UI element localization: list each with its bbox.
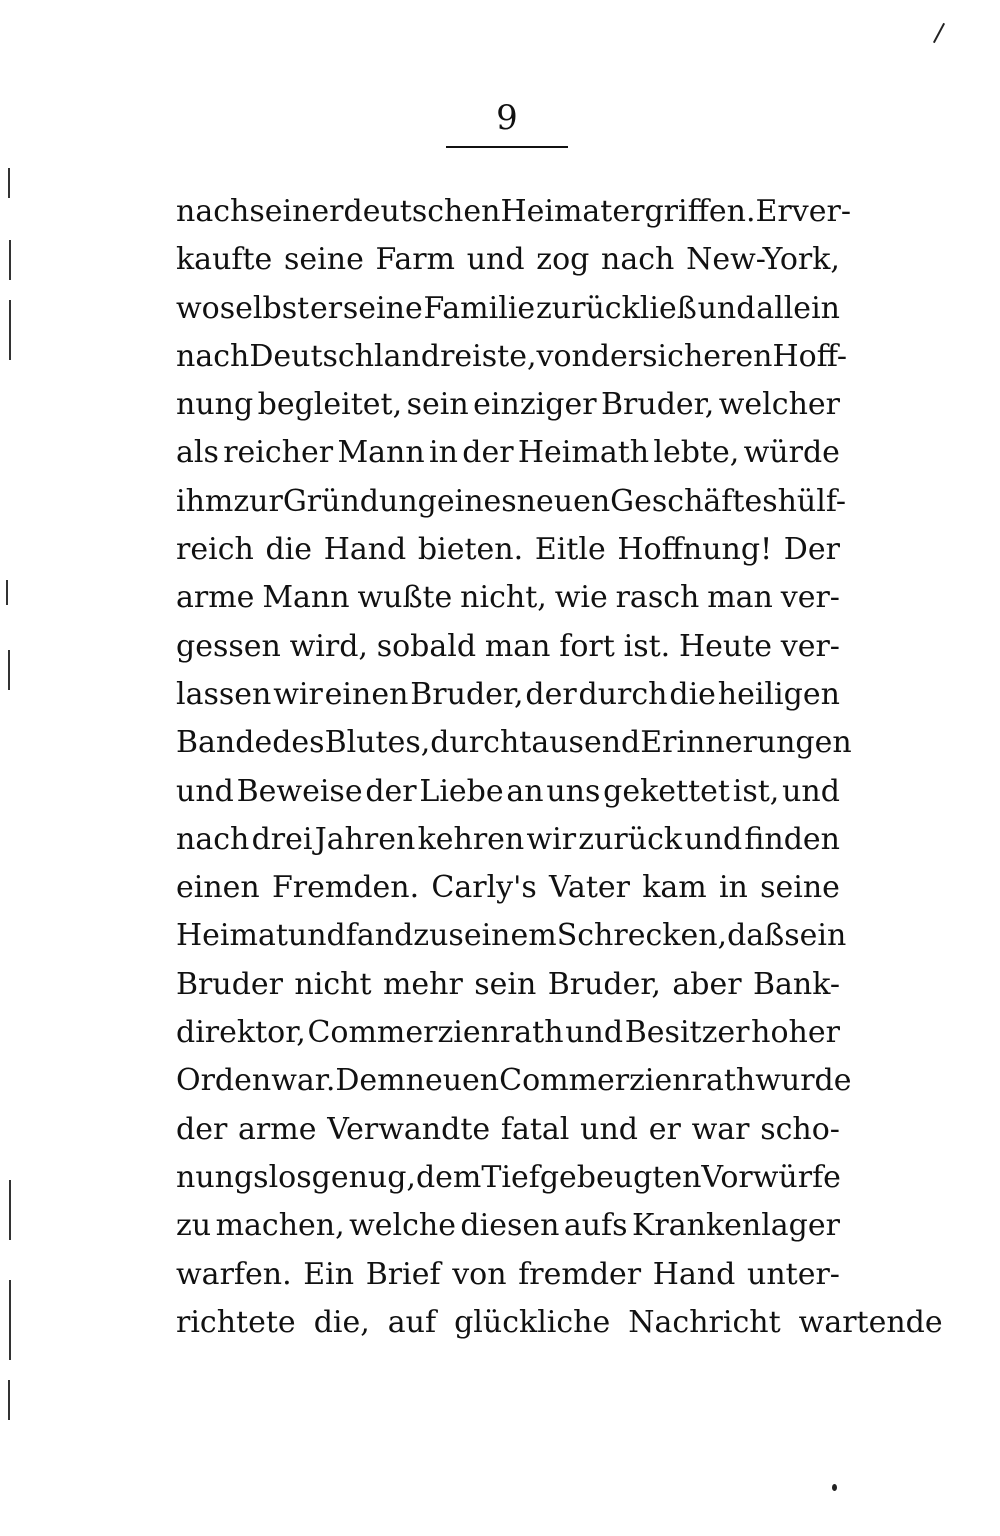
word: allein bbox=[756, 290, 840, 326]
word: durch bbox=[578, 676, 668, 712]
scan-margin-mark bbox=[8, 650, 10, 690]
word: diesen bbox=[460, 1208, 560, 1244]
word: wartende bbox=[798, 1304, 943, 1340]
word: war bbox=[691, 1111, 750, 1147]
text-line bbox=[176, 478, 847, 526]
word: Ein bbox=[303, 1256, 355, 1292]
text-line bbox=[176, 768, 840, 816]
word: sobald bbox=[376, 628, 477, 664]
word: wir bbox=[526, 821, 577, 857]
word: durch bbox=[430, 725, 520, 761]
word: welche bbox=[349, 1208, 456, 1244]
word: nung bbox=[176, 387, 254, 423]
word: ver- bbox=[780, 628, 840, 664]
word: wie bbox=[554, 580, 608, 616]
word: einen bbox=[176, 870, 260, 906]
word: Vater bbox=[549, 870, 630, 906]
word: Hoff- bbox=[772, 338, 848, 374]
word: der bbox=[525, 676, 577, 712]
word: ist, bbox=[732, 773, 780, 809]
text-line bbox=[176, 1299, 943, 1347]
word: Der bbox=[783, 532, 840, 568]
scan-margin-mark bbox=[8, 1380, 10, 1420]
word: und bbox=[466, 242, 525, 278]
word: auf bbox=[387, 1304, 437, 1340]
text-line bbox=[176, 1154, 840, 1202]
word: nach bbox=[176, 338, 250, 374]
word: wir bbox=[273, 676, 323, 712]
text-line bbox=[176, 719, 852, 767]
word: ist. bbox=[623, 628, 671, 664]
word: Mann bbox=[337, 435, 425, 471]
word: begleitet, bbox=[257, 387, 403, 423]
word: und bbox=[176, 773, 234, 809]
word: nach bbox=[176, 821, 250, 857]
word: Heimath bbox=[517, 435, 650, 471]
scan-mark-slash bbox=[933, 23, 945, 43]
word: des bbox=[272, 725, 325, 761]
word: war. bbox=[271, 1063, 336, 1099]
word: von bbox=[536, 338, 591, 374]
word: tausend bbox=[519, 725, 641, 761]
scan-margin-mark bbox=[8, 168, 10, 198]
word: Heimat bbox=[500, 194, 613, 229]
word: eines bbox=[436, 483, 517, 519]
word: mehr bbox=[382, 966, 463, 1002]
word: drei bbox=[251, 821, 313, 857]
word: Er bbox=[755, 194, 792, 229]
word: warfen. bbox=[176, 1256, 292, 1292]
word: in bbox=[429, 435, 458, 471]
word: Deutschland bbox=[249, 338, 441, 374]
text-line bbox=[176, 961, 840, 1009]
word: und bbox=[287, 918, 346, 954]
page-number-rule bbox=[446, 146, 568, 148]
text-line bbox=[176, 429, 840, 477]
word: bieten. bbox=[417, 532, 524, 568]
word: zu bbox=[413, 918, 449, 954]
word: hülf- bbox=[777, 483, 847, 519]
word: heiligen bbox=[717, 676, 840, 712]
word: Bruder bbox=[176, 966, 284, 1002]
word: Bruder, bbox=[601, 387, 715, 423]
word: welcher bbox=[718, 387, 840, 423]
word: machen, bbox=[215, 1208, 345, 1244]
word: Hand bbox=[323, 532, 407, 568]
word: Erinnerungen bbox=[640, 725, 852, 761]
word: Eitle bbox=[534, 532, 606, 568]
word: arme bbox=[238, 1111, 317, 1147]
word: richtete bbox=[176, 1304, 296, 1340]
word: wußte bbox=[357, 580, 453, 616]
word: Brief bbox=[365, 1256, 441, 1292]
word: man bbox=[484, 628, 551, 664]
word: Beweise bbox=[236, 773, 363, 809]
word: fremder bbox=[518, 1256, 642, 1292]
word: und bbox=[565, 1015, 624, 1051]
word: Commerzienrath bbox=[499, 1063, 756, 1099]
word: zur bbox=[233, 483, 283, 519]
word: zurückließ bbox=[535, 290, 697, 326]
word: Farm bbox=[375, 242, 455, 278]
word: Orden bbox=[176, 1063, 272, 1099]
word: wurde bbox=[755, 1063, 852, 1099]
word: Heute bbox=[678, 628, 772, 664]
word: Blutes, bbox=[324, 725, 431, 761]
word: fort bbox=[559, 628, 615, 664]
text-line bbox=[176, 864, 840, 912]
text-line bbox=[176, 188, 851, 236]
word: der bbox=[462, 435, 514, 471]
word: Vorwürfe bbox=[701, 1159, 841, 1195]
word: seinem bbox=[448, 918, 557, 954]
word: Hand bbox=[652, 1256, 736, 1292]
word: Liebe bbox=[419, 773, 504, 809]
body-text bbox=[176, 188, 943, 1347]
word: ergriffen. bbox=[612, 194, 756, 229]
word: lassen bbox=[176, 676, 272, 712]
word: zurück bbox=[578, 821, 683, 857]
text-line bbox=[176, 1251, 840, 1299]
word: gekettet bbox=[603, 773, 730, 809]
word: als bbox=[176, 435, 219, 471]
text-line bbox=[176, 1009, 840, 1057]
text-line bbox=[176, 381, 840, 429]
word: Hoffnung! bbox=[617, 532, 773, 568]
word: neuen bbox=[516, 483, 611, 519]
text-line bbox=[176, 816, 840, 864]
word: genug, bbox=[311, 1159, 416, 1195]
word: fatal bbox=[500, 1111, 570, 1147]
word: die bbox=[265, 532, 313, 568]
word: nungslos bbox=[176, 1159, 312, 1195]
word: nicht bbox=[294, 966, 372, 1002]
scan-margin-mark bbox=[6, 580, 8, 605]
word: in bbox=[718, 870, 748, 906]
text-line bbox=[176, 671, 840, 719]
word: reich bbox=[176, 532, 254, 568]
word: lebte, bbox=[653, 435, 740, 471]
word: sein bbox=[406, 387, 469, 423]
word: Verwandte bbox=[327, 1111, 491, 1147]
word: seine bbox=[284, 242, 364, 278]
word: und bbox=[697, 290, 756, 326]
word: Bande bbox=[176, 725, 273, 761]
word: Besitzer bbox=[624, 1015, 750, 1051]
word: aber bbox=[672, 966, 742, 1002]
word: Nachricht bbox=[628, 1304, 781, 1340]
word: nach bbox=[601, 242, 675, 278]
text-line bbox=[176, 1106, 840, 1154]
word: wird, bbox=[289, 628, 368, 664]
word: der bbox=[176, 1111, 228, 1147]
word: nicht, bbox=[460, 580, 547, 616]
word: dem bbox=[415, 1159, 482, 1195]
word: Carly's bbox=[431, 870, 537, 906]
word: kam bbox=[642, 870, 707, 906]
word: reicher bbox=[223, 435, 334, 471]
word: Heimat bbox=[176, 918, 288, 954]
page-number: 9 bbox=[496, 98, 519, 138]
word: hoher bbox=[751, 1015, 840, 1051]
word: seiner bbox=[249, 194, 344, 229]
word: und bbox=[580, 1111, 638, 1147]
word: und bbox=[684, 821, 743, 857]
word: ver- bbox=[791, 194, 851, 229]
word: reiste, bbox=[440, 338, 537, 374]
word: Fremden. bbox=[271, 870, 420, 906]
word: Gründung bbox=[282, 483, 437, 519]
word: die, bbox=[313, 1304, 370, 1340]
word: Geschäftes bbox=[610, 483, 778, 519]
scan-margin-mark bbox=[9, 300, 11, 360]
word: rasch bbox=[615, 580, 700, 616]
text-line bbox=[176, 1057, 852, 1105]
word: daß bbox=[727, 918, 785, 954]
word: Bruder, bbox=[410, 676, 524, 712]
text-line bbox=[176, 1202, 840, 1250]
word: zu bbox=[176, 1208, 212, 1244]
text-line bbox=[176, 333, 848, 381]
word: Bruder, bbox=[547, 966, 661, 1002]
word: gessen bbox=[176, 628, 281, 664]
text-line bbox=[176, 574, 840, 622]
word: nach bbox=[176, 194, 250, 229]
word: kehren bbox=[417, 821, 525, 857]
word: von bbox=[452, 1256, 507, 1292]
word: finden bbox=[744, 821, 840, 857]
word: direktor, bbox=[176, 1015, 306, 1051]
word: seine bbox=[760, 870, 840, 906]
text-line bbox=[176, 912, 847, 960]
word: er bbox=[648, 1111, 681, 1147]
word: Jahren bbox=[314, 821, 416, 857]
word: der bbox=[590, 338, 643, 374]
word: glückliche bbox=[454, 1304, 611, 1340]
word: und bbox=[782, 773, 840, 809]
word: Krankenlager bbox=[631, 1208, 840, 1244]
word: sein bbox=[784, 918, 847, 954]
text-line bbox=[176, 285, 840, 333]
word: fand bbox=[345, 918, 414, 954]
word: Schrecken, bbox=[556, 918, 728, 954]
word: woselbst bbox=[176, 290, 310, 326]
word: Bank- bbox=[752, 966, 840, 1002]
word: zog bbox=[536, 242, 590, 278]
word: neuen bbox=[405, 1063, 500, 1099]
word: aufs bbox=[563, 1208, 628, 1244]
word: uns bbox=[546, 773, 601, 809]
word: einziger bbox=[473, 387, 597, 423]
text-line bbox=[176, 236, 840, 284]
scan-margin-mark bbox=[9, 1280, 11, 1360]
text-line bbox=[176, 526, 840, 574]
word: sein bbox=[474, 966, 537, 1002]
word: sicheren bbox=[642, 338, 773, 374]
word: Tiefgebeugten bbox=[481, 1159, 702, 1195]
scan-margin-mark bbox=[9, 240, 11, 280]
word: arme bbox=[176, 580, 255, 616]
scan-speck bbox=[832, 1484, 837, 1491]
word: Mann bbox=[262, 580, 350, 616]
word: kaufte bbox=[176, 242, 273, 278]
word: deutschen bbox=[343, 194, 501, 229]
word: scho- bbox=[760, 1111, 840, 1147]
word: die bbox=[669, 676, 716, 712]
word: Commerzienrath bbox=[307, 1015, 564, 1051]
word: der bbox=[365, 773, 417, 809]
word: er bbox=[309, 290, 343, 326]
word: ihm bbox=[176, 483, 234, 519]
word: unter- bbox=[747, 1256, 840, 1292]
text-line bbox=[176, 623, 840, 671]
word: Familie bbox=[423, 290, 536, 326]
word: New-York, bbox=[686, 242, 840, 278]
word: man bbox=[707, 580, 773, 616]
word: an bbox=[506, 773, 544, 809]
word: einen bbox=[324, 676, 409, 712]
word: ver- bbox=[780, 580, 840, 616]
word: würde bbox=[743, 435, 840, 471]
word: seine bbox=[342, 290, 423, 326]
scan-margin-mark bbox=[9, 1180, 11, 1240]
word: Dem bbox=[335, 1063, 406, 1099]
